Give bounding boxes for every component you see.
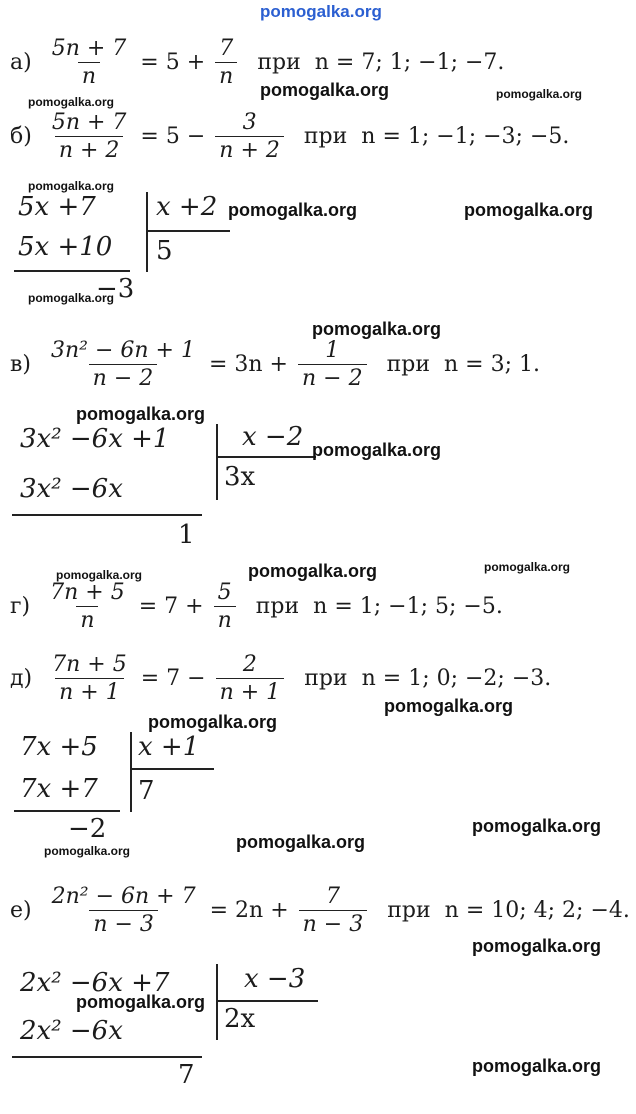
rhs-e-int: = 2n + [209, 898, 289, 923]
watermark-top: pomogalka.org [260, 2, 382, 21]
fraction-g-rhs-num: 5 [217, 580, 232, 605]
fraction-g-lhs-num: 7n + 5 [50, 580, 125, 605]
fraction-b-lhs-den: n + 2 [55, 136, 124, 163]
fraction-v-lhs-den: n − 2 [89, 364, 158, 391]
fraction-b-rhs-den: n + 2 [215, 136, 284, 163]
division-e-remainder: 7 [178, 1060, 195, 1090]
division-b-divisor: x +2 [156, 192, 218, 222]
division-e-subtract-line [12, 1056, 202, 1058]
fraction-v-rhs-num: 1 [325, 338, 340, 363]
fraction-e-rhs-num: 7 [325, 884, 340, 909]
label-d: д) [10, 666, 33, 691]
fraction-g-lhs-den: n [76, 606, 98, 633]
watermark: pomogalka.org [228, 200, 358, 220]
fraction-g-lhs [46, 580, 129, 633]
division-v-dividend-1: 3x² −6x +1 [20, 424, 170, 454]
division-v-subtract-line [12, 514, 202, 516]
watermark: pomogalka.org [496, 87, 583, 101]
division-e-divisor: x −3 [244, 964, 306, 994]
fraction-a-rhs-den: n [215, 62, 237, 89]
fraction-d-lhs [48, 652, 131, 705]
division-e-quotient: 2x [224, 1004, 256, 1034]
watermark: pomogalka.org [472, 1056, 602, 1076]
fraction-b-lhs-num: 5n + 7 [51, 110, 127, 135]
watermark: pomogalka.org [464, 200, 594, 220]
equation-a [10, 36, 504, 89]
watermark: pomogalka.org [472, 816, 602, 836]
values-a: n = 7; 1; −1; −7. [314, 50, 505, 75]
fraction-e-rhs-den: n − 3 [299, 910, 368, 937]
fraction-v-lhs-num: 3n² − 6n + 1 [50, 338, 195, 363]
at-word-e: при [387, 898, 431, 923]
division-b-remainder: −3 [96, 274, 135, 304]
watermark: pomogalka.org [148, 712, 278, 732]
division-e [20, 964, 320, 1094]
division-b-dividend-1: 5x +7 [18, 192, 96, 222]
division-d [20, 732, 220, 844]
division-e-dividend-1: 2x² −6x +7 [20, 968, 170, 998]
at-word-g: при [255, 594, 300, 619]
label-e: е) [10, 898, 32, 923]
watermark: pomogalka.org [384, 696, 514, 716]
division-v-remainder: 1 [178, 520, 195, 550]
division-v [20, 420, 320, 550]
rhs-d-int: = 7 − [140, 666, 206, 691]
division-d-remainder: −2 [68, 814, 107, 844]
division-v-quotient: 3x [224, 462, 256, 492]
label-b: б) [10, 124, 32, 149]
label-v: в) [10, 352, 31, 377]
division-b-vertical-line [146, 192, 148, 272]
fraction-b-rhs-num: 3 [242, 110, 257, 135]
watermark: pomogalka.org [76, 404, 206, 424]
watermark: pomogalka.org [76, 992, 206, 1012]
division-e-divisor-line [216, 1000, 318, 1002]
values-b: n = 1; −1; −3; −5. [361, 124, 570, 149]
fraction-a-lhs [48, 36, 131, 89]
division-d-dividend-1: 7x +5 [20, 732, 98, 762]
fraction-e-lhs [48, 884, 200, 937]
division-v-divisor-line [216, 456, 316, 458]
fraction-d-lhs-num: 7n + 5 [52, 652, 127, 677]
division-b-dividend-2: 5x +10 [18, 232, 113, 262]
equation-b [10, 110, 569, 163]
equation-e [10, 884, 630, 937]
fraction-d-rhs-num: 2 [242, 652, 257, 677]
fraction-b-lhs [48, 110, 131, 163]
equation-v [10, 338, 540, 391]
fraction-a-lhs-num: 5n + 7 [51, 36, 127, 61]
fraction-e-rhs [299, 884, 368, 937]
fraction-a-rhs [215, 36, 237, 89]
label-g: г) [10, 594, 31, 619]
watermark: pomogalka.org [28, 179, 115, 193]
division-d-quotient: 7 [138, 776, 155, 806]
watermark: pomogalka.org [484, 560, 571, 574]
fraction-v-lhs [47, 338, 199, 391]
watermark: pomogalka.org [312, 440, 442, 460]
values-g: n = 1; −1; 5; −5. [313, 594, 503, 619]
values-e: n = 10; 4; 2; −4. [444, 898, 630, 923]
fraction-d-lhs-den: n + 1 [55, 678, 124, 705]
rhs-b-int: = 5 − [140, 124, 206, 149]
division-d-subtract-line [14, 810, 120, 812]
at-word-b: при [303, 124, 348, 149]
watermark: pomogalka.org [28, 95, 115, 109]
division-b-divisor-line [146, 230, 230, 232]
division-d-divisor-line [130, 768, 214, 770]
fraction-g-rhs [214, 580, 236, 633]
values-d: n = 1; 0; −2; −3. [361, 666, 552, 691]
division-e-vertical-line [216, 964, 218, 1040]
division-d-vertical-line [130, 732, 132, 812]
rhs-v-int: = 3n + [208, 352, 288, 377]
equation-g [10, 580, 503, 633]
at-word-v: при [386, 352, 431, 377]
fraction-v-rhs [298, 338, 367, 391]
watermark: pomogalka.org [28, 291, 115, 305]
watermark: pomogalka.org [260, 80, 390, 100]
label-a: а) [10, 50, 32, 75]
watermark: pomogalka.org [248, 561, 378, 581]
fraction-d-rhs [216, 652, 285, 705]
division-v-divisor: x −2 [242, 422, 304, 452]
rhs-a-int: = 5 + [140, 50, 206, 75]
fraction-d-rhs-den: n + 1 [216, 678, 285, 705]
watermark: pomogalka.org [472, 936, 602, 956]
fraction-e-lhs-den: n − 3 [89, 910, 158, 937]
fraction-g-rhs-den: n [214, 606, 236, 633]
division-v-dividend-2: 3x² −6x [20, 474, 123, 504]
watermark: pomogalka.org [236, 832, 366, 852]
fraction-a-rhs-num: 7 [219, 36, 234, 61]
division-b-quotient: 5 [156, 236, 173, 266]
at-word-a: при [257, 50, 301, 75]
values-v: n = 3; 1. [444, 352, 540, 377]
division-b-subtract-line [14, 270, 130, 272]
division-e-dividend-2: 2x² −6x [20, 1016, 123, 1046]
fraction-b-rhs [215, 110, 284, 163]
rhs-g-int: = 7 + [138, 594, 204, 619]
fraction-a-lhs-den: n [78, 62, 100, 89]
at-word-d: при [304, 666, 348, 691]
watermark: pomogalka.org [312, 319, 442, 339]
division-v-vertical-line [216, 424, 218, 500]
watermark: pomogalka.org [56, 568, 143, 582]
fraction-e-lhs-num: 2n² − 6n + 7 [51, 884, 196, 909]
watermark: pomogalka.org [44, 844, 131, 858]
division-d-divisor: x +1 [138, 732, 200, 762]
division-d-dividend-2: 7x +7 [20, 774, 98, 804]
division-b [18, 192, 248, 302]
fraction-v-rhs-den: n − 2 [298, 364, 367, 391]
